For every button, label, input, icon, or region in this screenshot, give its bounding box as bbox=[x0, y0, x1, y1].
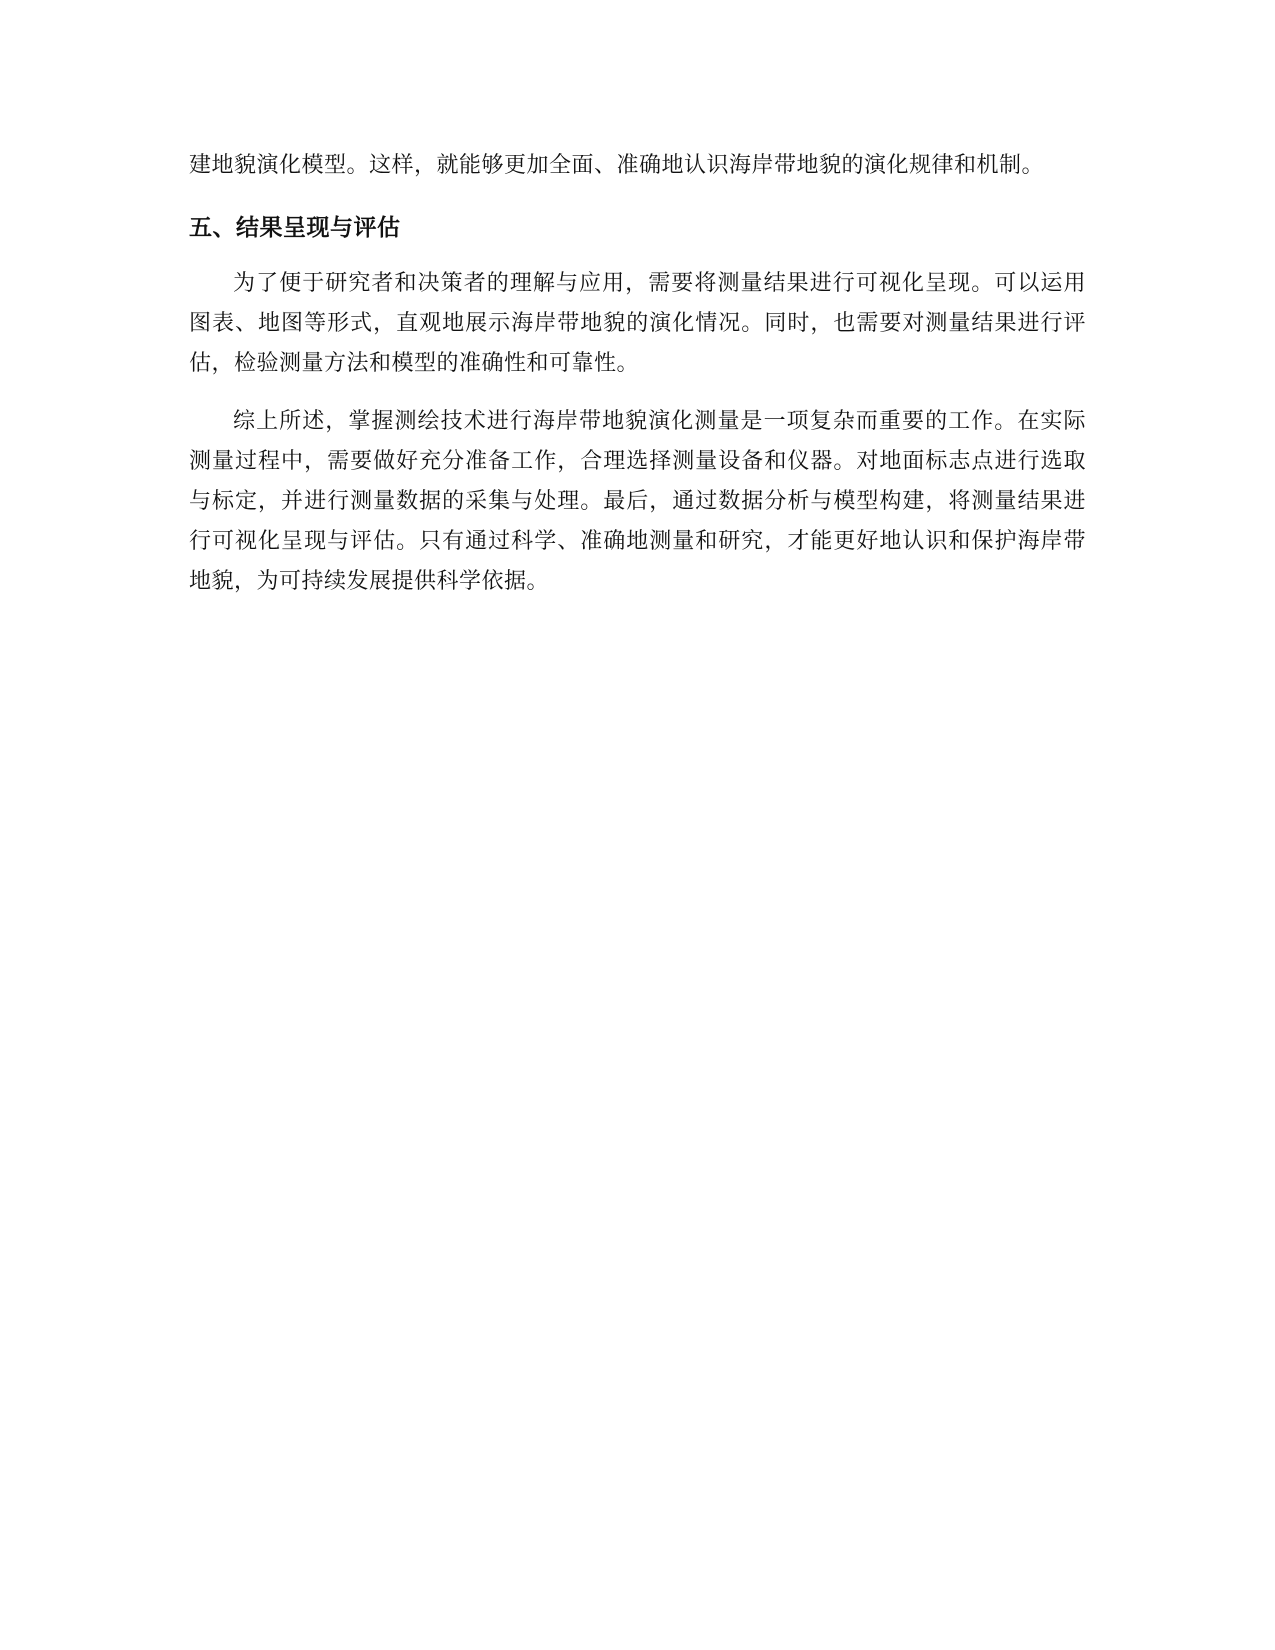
section-heading: 五、结果呈现与评估 bbox=[189, 215, 401, 241]
summary-paragraph: 综上所述，掌握测绘技术进行海岸带地貌演化测量是一项复杂而重要的工作。在实际测量过程中，需要做好充分准备工作，合理选择测量设备和仪器。对地面标志点进行选取与标定，并进行测量数据的采集与处理。最后，通过数据分析与模型构建，将测量结果进行可视化呈现与评估。只有通过科学、准确地测量和研究，才能更好地认识和保护海岸带地貌，为可持续发展提供科学依据。 bbox=[189, 409, 1086, 594]
document-body bbox=[189, 146, 1086, 602]
results-paragraph: 为了便于研究者和决策者的理解与应用，需要将测量结果进行可视化呈现。可以运用图表、地图等形式，直观地展示海岸带地貌的演化情况。同时，也需要对测量结果进行评估，检验测量方法和模型的准确性和可靠性。 bbox=[189, 271, 1086, 376]
continuation-paragraph: 建地貌演化模型。这样，就能够更加全面、准确地认识海岸带地貌的演化规律和机制。 bbox=[189, 153, 1045, 178]
